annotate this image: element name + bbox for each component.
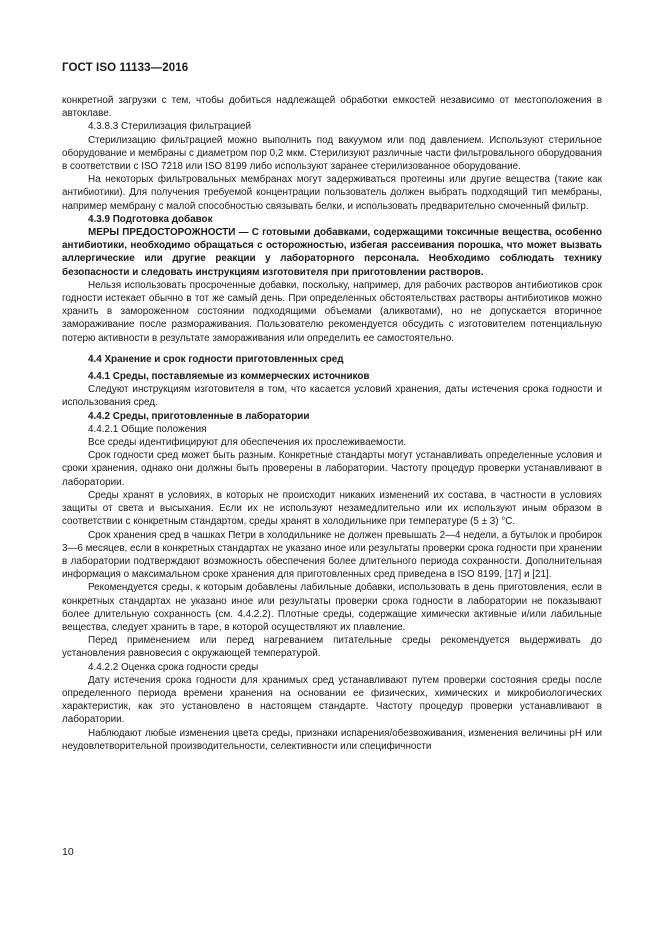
paragraph: Срок годности сред может быть разным. Конкретные стандарты могут устанавливать определенные условия и сроки хранения, однако они должны быть проверены в лаборатории. Частоту процедур проверки устанавливают в лаборатории. <box>62 450 602 488</box>
section-heading: 4.4.2.1 Общие положения <box>88 423 207 435</box>
paragraph: Среды хранят в условиях, в которых не происходит никаких изменений их состава, в частности в условиях защиты от света и высыхания. Если их не используют незамедлительно или их используют иным образом в соответствии с конкретным стандартом, среды хранят в холодильнике при температуре (5 ± 3) °С. <box>62 489 602 528</box>
paragraph: Следуют инструкциям изготовителя в том, что касается условий хранения, даты истечения срока годности и использования сред. <box>62 384 602 409</box>
paragraph: Рекомендуется среды, к которым добавлены лабильные добавки, использовать в день приготовления, если в конкретных стандартах не указано иное или результаты проверки срока годности в лаборатории не показывают более длительную сохранность (см. 4.4.2.2). Плотные среды, содержащие химически активные и/или лабильные вещества, следует хранить в таре, в которой осуществляют их плавление. <box>62 582 602 633</box>
section-heading: 4.4.2.2 Оценка срока годности среды <box>88 661 259 673</box>
document-header-title: ГОСТ ISO 11133—2016 <box>62 62 189 74</box>
paragraph: Наблюдают любые изменения цвета среды, признаки испарения/обезвоживания, изменения величины pH или неудовлетворительной производительности, селективности или специфичности <box>62 727 602 752</box>
paragraph: Дату истечения срока годности для хранимых сред устанавливают путем проверки состояния среды после определенного периода времени хранения на основании ее физических, химических и микробиологических характеристик, как это установлено в настоящем стандарте. Частоту процедур проверки устанавливают в лаборатории. <box>62 674 602 726</box>
section-heading: 4.4.1 Среды, поставляемые из коммерческих источников <box>88 371 370 383</box>
document-body <box>62 94 602 753</box>
warning-paragraph: МЕРЫ ПРЕДОСТОРОЖНОСТИ — С готовыми добавками, содержащими токсичные вещества, особенно антибиотики, необходимо обращаться с осторожностью, избегая рассеивания порошка, что может вызвать аллергические или другие реакции у лабораторного персонала. Необходимо соблюдать технику безопасности и следовать инструкциям изготовителя при приготовлении растворов. <box>62 227 602 278</box>
paragraph: Стерилизацию фильтрацией можно выполнить под вакуумом или под давлением. Используют стерильное оборудование и мембраны с диаметром пор 0,2 мкм. Стерилизуют различные части фильтровального оборудования в соответствии с ISO 7218 или ISO 8199 либо используют заранее стерилизованное оборудование. <box>62 134 602 173</box>
section-heading: 4.3.8.3 Стерилизация фильтрацией <box>88 121 252 133</box>
paragraph: Перед применением или перед нагреванием питательные среды рекомендуется выдерживать до установления равновесия с окружающей температурой. <box>62 635 602 660</box>
page-number: 10 <box>62 846 74 858</box>
paragraph: На некоторых фильтровальных мембранах могут задерживаться протеины или другие вещества (такие как антибиотики). Для получения требуемой концентрации пользователь должен выбрать подходящий тип мембраны, например мембрану с малой способностью связывать белки, и использовать предварительно смоченный фильтр. <box>62 174 602 212</box>
paragraph: конкретной загрузки с тем, чтобы добиться надлежащей обработки емкостей независимо от местоположения в автоклаве. <box>62 95 602 120</box>
section-heading: 4.4 Хранение и срок годности приготовленных сред <box>88 353 344 365</box>
paragraph: Нельзя использовать просроченные добавки, поскольку, например, для рабочих растворов антибиотиков срок годности истекает обычно в тот же самый день. При определенных обстоятельствах растворы антибиотиков можно хранить в замороженном состоянии подходящими объемами (аликвотами), но не допускается вторичное замораживание после размораживания. Пользователю рекомендуется обсудить с изготовителем потенциальную потерю активности в результате замораживания или определить ее самостоятельно. <box>62 279 602 344</box>
section-heading: 4.4.2 Среды, приготовленные в лаборатории <box>88 410 310 422</box>
paragraph: Все среды идентифицируют для обеспечения их прослеживаемости. <box>88 437 407 449</box>
section-heading: 4.3.9 Подготовка добавок <box>88 213 213 225</box>
paragraph: Срок хранения сред в чашках Петри в холодильнике не должен превышать 2—4 недели, а бутылок и пробирок 3—6 месяцев, если в конкретных стандартах не указано иное или результаты проверки срока годности при хранении в лаборатории подтверждают возможность обеспечения более длительного периода сохранности. Дополнительная информация о максимальном сроке хранения для приготовленных сред приведена в ISO 8199, [17] и [21]. <box>62 529 602 581</box>
